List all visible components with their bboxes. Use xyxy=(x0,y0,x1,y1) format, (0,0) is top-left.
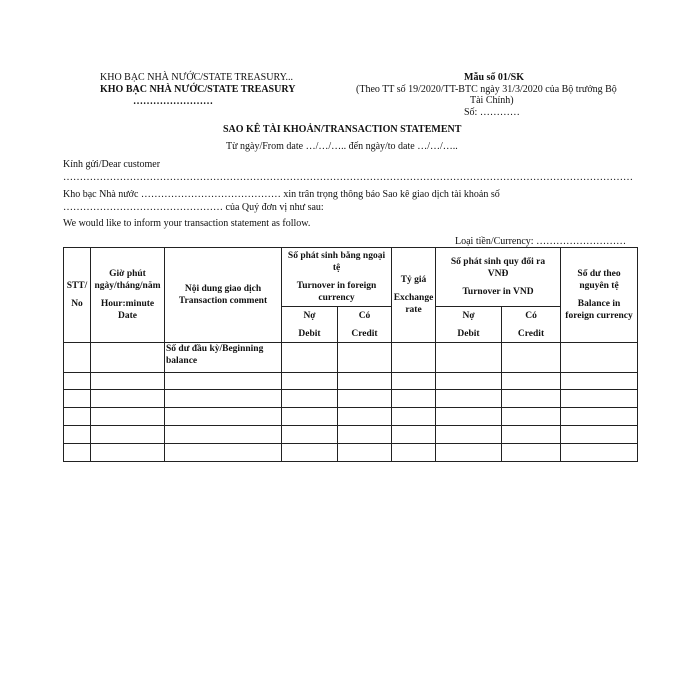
opening-balance-cell: Số dư đầu kỳ/Beginning balance xyxy=(165,343,282,373)
header-vnd-credit: Có Credit xyxy=(502,307,561,343)
header-fx-debit: Nợ Debit xyxy=(282,307,338,343)
header-fx-credit: Có Credit xyxy=(338,307,392,343)
table-row xyxy=(64,343,638,373)
header-stt: STT/ No xyxy=(64,248,91,343)
date-range: Từ ngày/From date …/…/….. đến ngày/to date …/…/….. xyxy=(226,141,458,152)
currency-label: Loại tiền/Currency: ……………………… xyxy=(455,236,627,247)
document-number: Số: ………… xyxy=(464,107,520,118)
table-row xyxy=(64,408,638,426)
page-title: SAO KÊ TÀI KHOẢN/TRANSACTION STATEMENT xyxy=(223,124,462,135)
header-exchange-rate: Tỷ giá Exchange rate xyxy=(392,248,436,343)
notice-text-cont: ………………………………………… của Quý đơn vị như sau: xyxy=(63,202,324,213)
form-reference: (Theo TT số 19/2020/TT-BTC ngày 31/3/2020 của Bộ trưởng Bộ xyxy=(356,84,617,95)
treasury-dots: …………………… xyxy=(133,96,213,107)
form-reference-cont: Tài Chính) xyxy=(470,95,514,106)
table-row xyxy=(64,426,638,444)
dotted-line: ……………………………………………………………………………………………………………………………………………………… xyxy=(63,172,633,183)
treasury-name-line: KHO BẠC NHÀ NƯỚC/STATE TREASURY... xyxy=(100,72,294,83)
header-foreign-turnover: Số phát sinh bằng ngoại tệ Turnover in foreign currency xyxy=(282,248,392,307)
form-number: Mẫu số 01/SK xyxy=(464,72,525,83)
header-vnd-turnover: Số phát sinh quy đổi ra VNĐ Turnover in VND xyxy=(436,248,561,307)
header-content: Nội dung giao dịch Transaction comment xyxy=(165,248,282,343)
table-row xyxy=(64,444,638,462)
header-vnd-debit: Nợ Debit xyxy=(436,307,502,343)
treasury-name-bold: KHO BẠC NHÀ NƯỚC/STATE TREASURY xyxy=(100,84,296,95)
statement-table xyxy=(63,247,638,462)
header-balance: Số dư theo nguyên tệ Balance in foreign currency xyxy=(561,248,638,343)
notice-text-en: We would like to inform your transaction statement as follow. xyxy=(63,218,311,229)
table-row xyxy=(64,373,638,390)
header-time: Giờ phút ngày/tháng/năm Hour:minute Date xyxy=(91,248,165,343)
greeting: Kính gửi/Dear customer xyxy=(63,159,161,170)
table-row xyxy=(64,390,638,408)
notice-text: Kho bạc Nhà nước …………………………………… xin trân trọng thông báo Sao kê giao dịch tài khoản số xyxy=(63,189,500,200)
